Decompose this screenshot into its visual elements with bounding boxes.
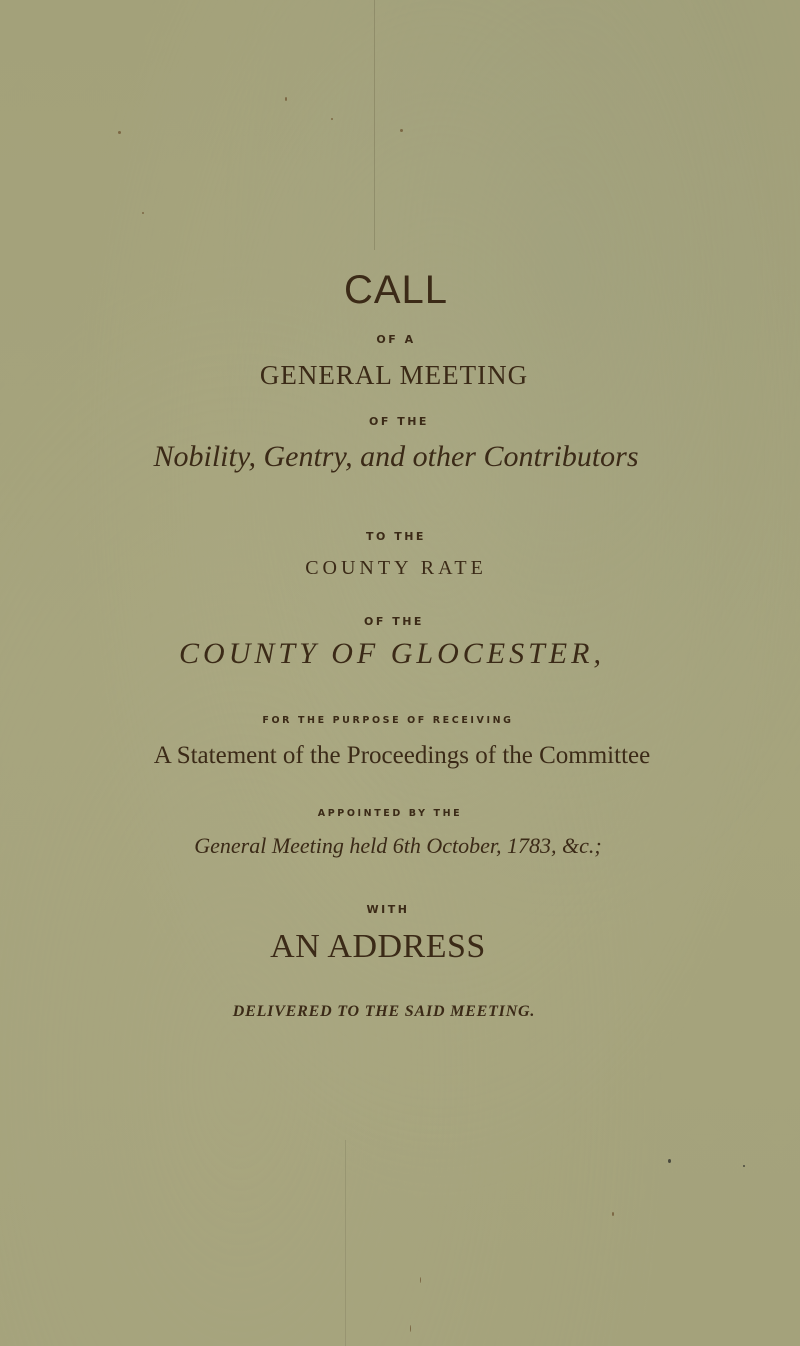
- connector-of-the: OF THE: [369, 415, 429, 428]
- paper-speck: [285, 97, 287, 101]
- title-statement-line: A Statement of the Proceedings of the Committee: [153, 742, 651, 769]
- paper-speck: [420, 1277, 421, 1283]
- title-an-address: AN ADDRESS: [270, 928, 486, 965]
- title-meeting-date-line: General Meeting held 6th October, 1783, &c.;: [194, 833, 602, 858]
- title-county-rate: COUNTY RATE: [305, 557, 487, 579]
- connector-for-purpose: FOR THE PURPOSE OF RECEIVING: [262, 715, 514, 726]
- paper-speck: [612, 1212, 614, 1216]
- connector-of-the: OF THE: [364, 615, 424, 628]
- subtitle-delivered: DELIVERED TO THE SAID MEETING.: [232, 1003, 536, 1020]
- title-county-of-glocester: COUNTY OF GLOCESTER,: [179, 637, 605, 670]
- paper-speck: [118, 131, 121, 134]
- paper-fold-line: [345, 1140, 346, 1346]
- paper-fold-line: [374, 0, 375, 250]
- title-nobility-line: Nobility, Gentry, and other Contributors: [153, 440, 639, 473]
- connector-to-the: TO THE: [366, 530, 426, 543]
- title-call: CALL: [343, 268, 449, 312]
- connector-appointed-by: APPOINTED BY THE: [317, 808, 463, 819]
- title-general-meeting: GENERAL MEETING: [259, 360, 529, 390]
- paper-speck: [142, 212, 144, 214]
- paper-speck: [743, 1165, 745, 1167]
- paper-speck: [331, 118, 333, 120]
- paper-speck: [668, 1159, 671, 1163]
- connector-with: WITH: [366, 903, 410, 916]
- subtitle-of-a: OF A: [376, 333, 416, 346]
- paper-speck: [400, 129, 403, 132]
- paper-speck: [410, 1325, 411, 1332]
